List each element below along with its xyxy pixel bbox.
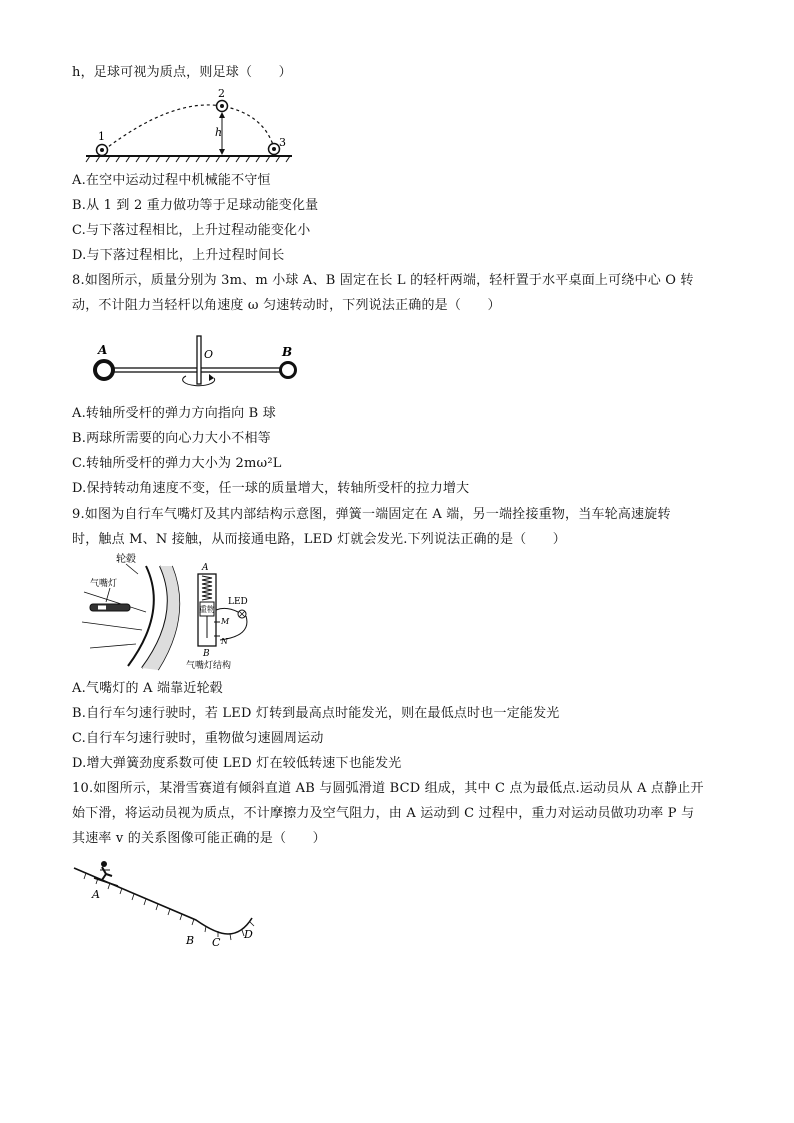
led-icon: [238, 610, 246, 618]
skier-icon: [94, 861, 118, 886]
q9-option-d: D.增大弹簧劲度系数可使 LED 灯在较低转速下也能发光: [72, 756, 402, 771]
valve-light-icon: [90, 604, 130, 611]
q8-option-c: C.转轴所受杆的弹力大小为 2mω²L: [72, 456, 282, 471]
fig-label-h: h: [215, 126, 223, 139]
ball-b-icon: [281, 363, 296, 378]
fig-label-a: A: [92, 888, 100, 901]
q7-option-d: D.与下落过程相比，上升过程时间长: [72, 248, 285, 263]
fig-label-a: A: [202, 563, 209, 573]
football-icon: [97, 145, 108, 156]
q10-stem-line-3: 其速率 v 的关系图像可能正确的是（ ）: [72, 831, 326, 846]
fig-caption: 气嘴灯结构: [186, 661, 232, 671]
fig-label-c: C: [212, 936, 221, 949]
q7-option-a: A.在空中运动过程中机械能不守恒: [72, 173, 271, 188]
q10-stem-line-2: 始下滑，将运动员视为质点，不计摩擦力及空气阻力，由 A 运动到 C 过程中，重力对运动员做功功率 P 与: [72, 806, 695, 821]
q8-stem-line-2: 动，不计阻力当轻杆以角速度 ω 匀速转动时，下列说法正确的是（ ）: [72, 298, 501, 313]
q9-option-a: A.气嘴灯的 A 端靠近轮毂: [72, 681, 223, 696]
ball-a-icon: [95, 361, 113, 379]
q9-figure-valve-light: [76, 552, 276, 674]
q8-figure-rotating-rod: [86, 332, 306, 394]
fig-label-b: B: [186, 934, 195, 947]
fig-label-3: 3: [279, 136, 286, 149]
q7-option-c: C.与下落过程相比，上升过程动能变化小: [72, 223, 311, 238]
q7-figure-football-trajectory: [80, 88, 300, 166]
fig-label-valve-light: 气嘴灯: [90, 579, 118, 589]
fig-label-hub: 轮毂: [116, 554, 136, 565]
q9-option-c: C.自行车匀速行驶时，重物做匀速圆周运动: [72, 731, 324, 746]
q8-option-d: D.保持转动角速度不变，任一球的质量增大，转轴所受杆的拉力增大: [72, 481, 470, 496]
q10-figure-ski-track: [66, 856, 266, 950]
fig-label-2: 2: [218, 88, 225, 100]
fig-label-weight: 重物: [199, 605, 215, 614]
q9-option-b: B.自行车匀速行驶时，若 LED 灯转到最高点时能发光，则在最低点时也一定能发光: [72, 706, 560, 721]
q10-stem-line-1: 10.如图所示，某滑雪赛道有倾斜直道 AB 与圆弧滑道 BCD 组成，其中 C 点为最低点.运动员从 A 点静止开: [72, 781, 704, 796]
fig-label-m: M: [221, 617, 230, 626]
football-icon: [269, 144, 280, 155]
q8-stem-line-1: 8.如图所示，质量分别为 3m、m 小球 A、B 固定在长 L 的轻杆两端，轻杆置于水平桌面上可绕中心 O 转: [72, 273, 694, 288]
fig-label-led: LED: [228, 597, 248, 607]
q8-option-b: B.两球所需要的向心力大小不相等: [72, 431, 271, 446]
fig-label-b: B: [282, 345, 293, 359]
q9-stem-line-2: 时，触点 M、N 接触，从而接通电路，LED 灯就会发光.下列说法正确的是（ ）: [72, 532, 566, 547]
football-icon: [217, 101, 228, 112]
fig-label-a: A: [98, 343, 108, 357]
fig-label-d: D: [244, 928, 253, 941]
q8-option-a: A.转轴所受杆的弹力方向指向 B 球: [72, 406, 276, 421]
fig-label-1: 1: [98, 130, 105, 143]
q9-stem-line-1: 9.如图为自行车气嘴灯及其内部结构示意图，弹簧一端固定在 A 端，另一端拴接重物，当车轮高速旋转: [72, 507, 671, 522]
fig-label-o: O: [204, 348, 214, 361]
q7-option-b: B.从 1 到 2 重力做功等于足球动能变化量: [72, 198, 319, 213]
fig-label-b: B: [203, 649, 210, 659]
q7-stem-tail: h，足球可视为质点，则足球（ ）: [72, 65, 292, 80]
fig-label-n: N: [221, 637, 228, 646]
